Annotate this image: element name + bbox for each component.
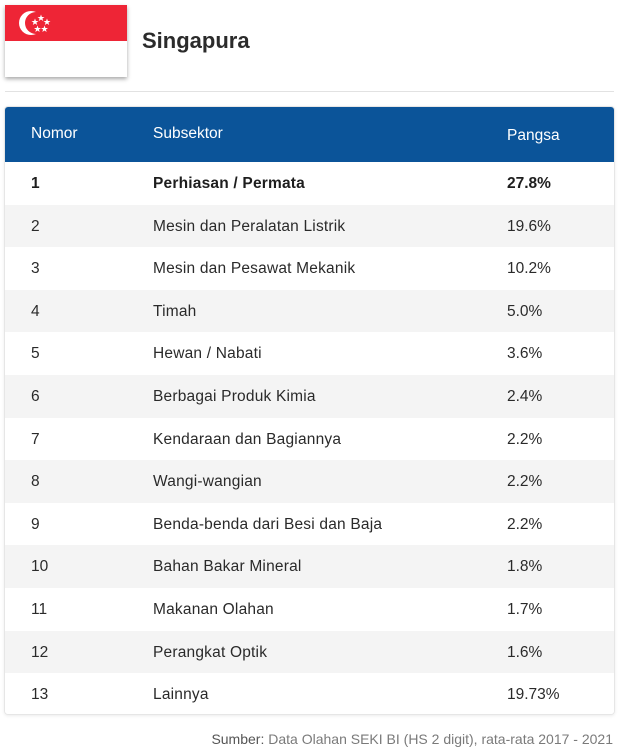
row-subsector: Benda-benda dari Besi dan Baja	[153, 515, 383, 533]
row-subsector: Kendaraan dan Bagiannya	[153, 430, 342, 448]
row-share: 1.7%	[507, 600, 543, 618]
row-share: 2.2%	[507, 473, 543, 491]
row-share: 1.8%	[507, 558, 543, 576]
row-subsector: Wangi-wangian	[153, 473, 262, 491]
country-header	[0, 0, 621, 92]
row-number: 1	[31, 175, 40, 192]
row-subsector: Berbagai Produk Kimia	[153, 387, 316, 405]
row-subsector: Mesin dan Peralatan Listrik	[153, 217, 346, 235]
crescent-stars-icon	[5, 5, 127, 77]
table-row	[5, 588, 614, 631]
row-share: 5.0%	[507, 302, 543, 320]
table-row	[5, 418, 614, 461]
row-number: 4	[31, 302, 40, 320]
row-number: 12	[31, 643, 49, 661]
table-row	[5, 631, 614, 674]
row-number: 5	[31, 345, 40, 363]
table-row	[5, 375, 614, 418]
table-row	[5, 290, 614, 333]
singapore-flag-icon	[5, 5, 127, 77]
source-text: Data Olahan SEKI BI (HS 2 digit), rata-rata 2017 - 2021	[268, 731, 613, 747]
row-number: 8	[31, 473, 40, 491]
row-number: 7	[31, 430, 40, 448]
row-number: 10	[31, 558, 49, 576]
row-number: 3	[31, 260, 40, 278]
row-share: 3.6%	[507, 345, 543, 363]
table-row	[5, 503, 614, 546]
row-number: 6	[31, 387, 40, 405]
table-row	[5, 673, 614, 715]
column-header-subsektor: Subsektor	[153, 125, 223, 142]
row-share: 19.6%	[507, 217, 551, 235]
country-title: Singapura	[142, 28, 250, 53]
table-row	[5, 460, 614, 503]
row-share: 19.73%	[507, 686, 560, 704]
row-number: 9	[31, 515, 40, 533]
header-divider	[5, 91, 614, 92]
row-subsector: Makanan Olahan	[153, 600, 274, 618]
row-subsector: Lainnya	[153, 686, 209, 704]
row-subsector: Mesin dan Pesawat Mekanik	[153, 260, 356, 278]
row-number: 13	[31, 686, 49, 704]
row-subsector: Perangkat Optik	[153, 643, 268, 661]
table-row	[5, 332, 614, 375]
row-share: 10.2%	[507, 260, 551, 278]
row-subsector: Timah	[153, 302, 197, 320]
table-row	[5, 162, 614, 205]
subsector-table	[4, 106, 615, 715]
table-header	[5, 107, 614, 162]
row-share: 27.8%	[507, 175, 551, 192]
row-share: 2.2%	[507, 515, 543, 533]
row-subsector: Bahan Bakar Mineral	[153, 558, 302, 576]
table-row	[5, 247, 614, 290]
column-header-pangsa: Pangsa	[507, 127, 560, 144]
source-label: Sumber:	[211, 731, 265, 747]
row-number: 2	[31, 217, 40, 235]
row-number: 11	[31, 600, 48, 618]
column-header-nomor: Nomor	[31, 125, 78, 142]
row-subsector: Perhiasan / Permata	[153, 175, 305, 192]
row-share: 2.2%	[507, 430, 543, 448]
source-note	[211, 731, 613, 747]
table-row	[5, 545, 614, 588]
row-share: 1.6%	[507, 643, 543, 661]
table-row	[5, 205, 614, 248]
row-share: 2.4%	[507, 387, 543, 405]
row-subsector: Hewan / Nabati	[153, 345, 262, 363]
table-body	[5, 162, 614, 715]
